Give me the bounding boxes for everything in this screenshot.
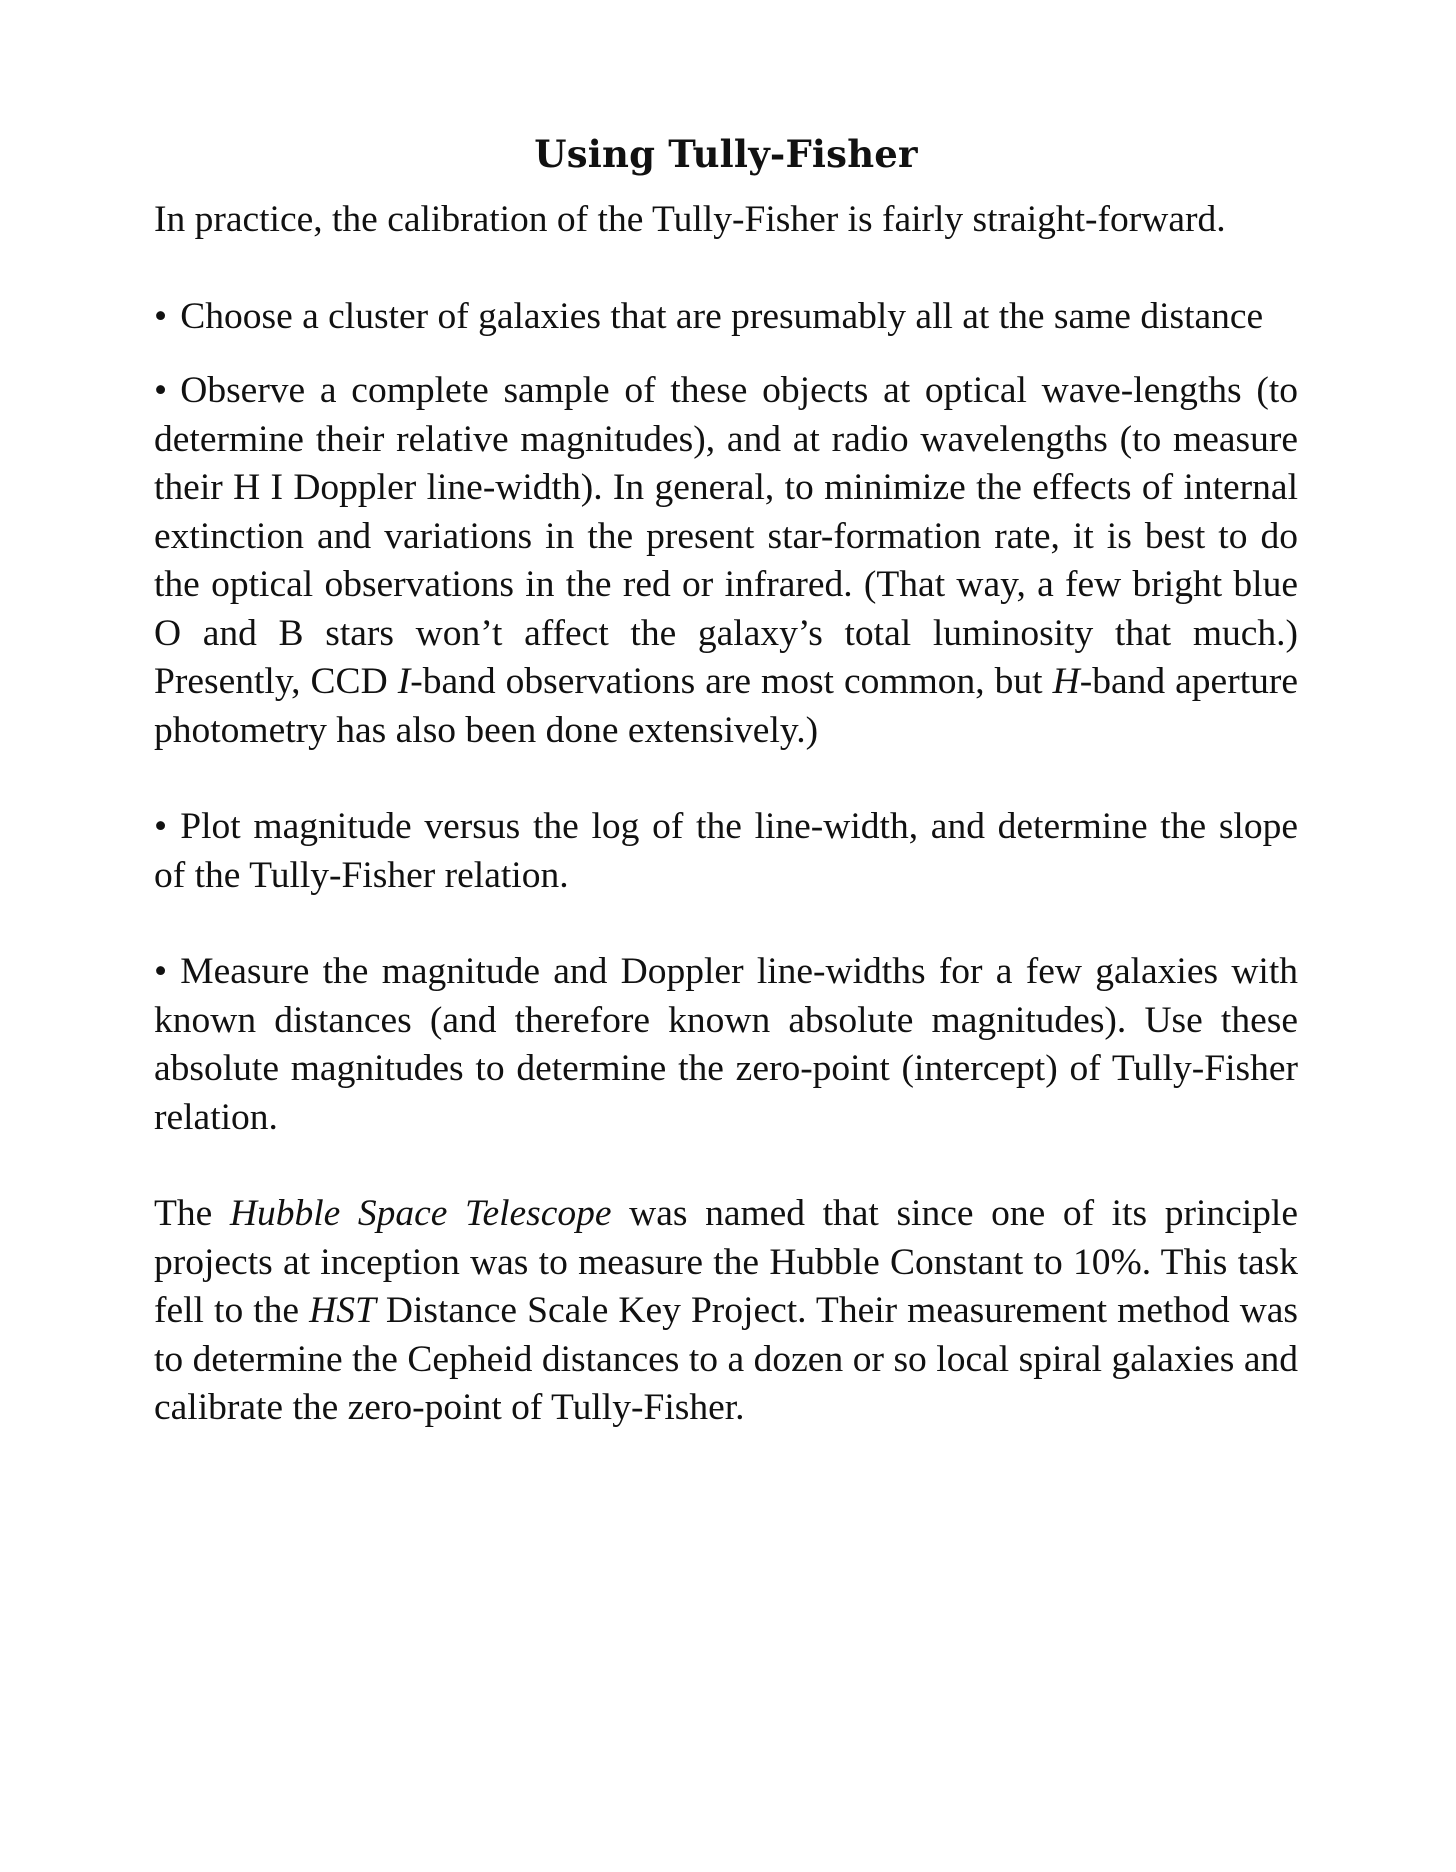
bullet-icon: • (154, 370, 168, 411)
bullet-text: Measure the magnitude and Doppler line-widths for a few galaxies with known distances (and therefore known absolute magnitudes). Use these absolute magnitudes to determine the zero-point (intercept) of Tully-Fisher relation. (154, 951, 1298, 1138)
bullet-icon: • (154, 295, 168, 337)
spacer (154, 900, 1298, 948)
page-title: Using Tully-Fisher (534, 132, 918, 176)
bullet-text: Plot magnitude versus the log of the line-width, and determine the slope of the Tully-Fisher relation. (154, 806, 1298, 896)
emphasis-hubble-space-telescope: Hubble Space Telescope (229, 1193, 612, 1234)
bullet-icon: • (154, 806, 168, 847)
bullet-item-2 (154, 367, 1298, 755)
intro-paragraph: In practice, the calibration of the Tully-Fisher is fairly straight-forward. (154, 199, 1226, 240)
emphasis-i-band: I (397, 661, 411, 702)
document-page (154, 130, 1298, 1433)
bullet-text: Observe a complete sample of these objects at optical wave-lengths (to determine their relative magnitudes), and at radio wavelengths (to measure their H I Doppler line-width). In general, to minimize the effects of internal extinction and variations in the present star-formation rate, it is best to do the optical observations in the red or infrared. (That way, a few bright blue O and B stars won’t affect the galaxy’s total luminosity that much.) Presently, CCD (154, 370, 1298, 702)
spacer (154, 1142, 1298, 1190)
emphasis-hst: HST (309, 1290, 376, 1331)
bullet-text: -band aperture photometry has also been done extensively.) (154, 661, 1298, 751)
bullet-item-1 (154, 293, 1298, 342)
bullet-text: Choose a cluster of galaxies that are presumably all at the same distance (180, 295, 1264, 337)
emphasis-h-band: H (1052, 661, 1080, 702)
spacer (154, 245, 1298, 293)
spacer (154, 755, 1298, 803)
closing-paragraph (154, 1190, 1298, 1433)
bullet-text: -band observations are most common, but (410, 661, 1053, 702)
closing-text: The (154, 1193, 230, 1234)
closing-text: was named that since one of its principle projects at inception was to measure the Hubble Constant to 10%. This task fell to the (154, 1193, 1298, 1331)
spacer (154, 341, 1298, 367)
closing-text: Distance Scale Key Project. Their measurement method was to determine the Cepheid distances to a dozen or so local spiral galaxies and calibrate the zero-point of Tully-Fisher. (154, 1290, 1299, 1428)
bullet-icon: • (154, 951, 168, 992)
bullet-item-4 (154, 948, 1298, 1142)
bullet-item-3 (154, 803, 1298, 900)
